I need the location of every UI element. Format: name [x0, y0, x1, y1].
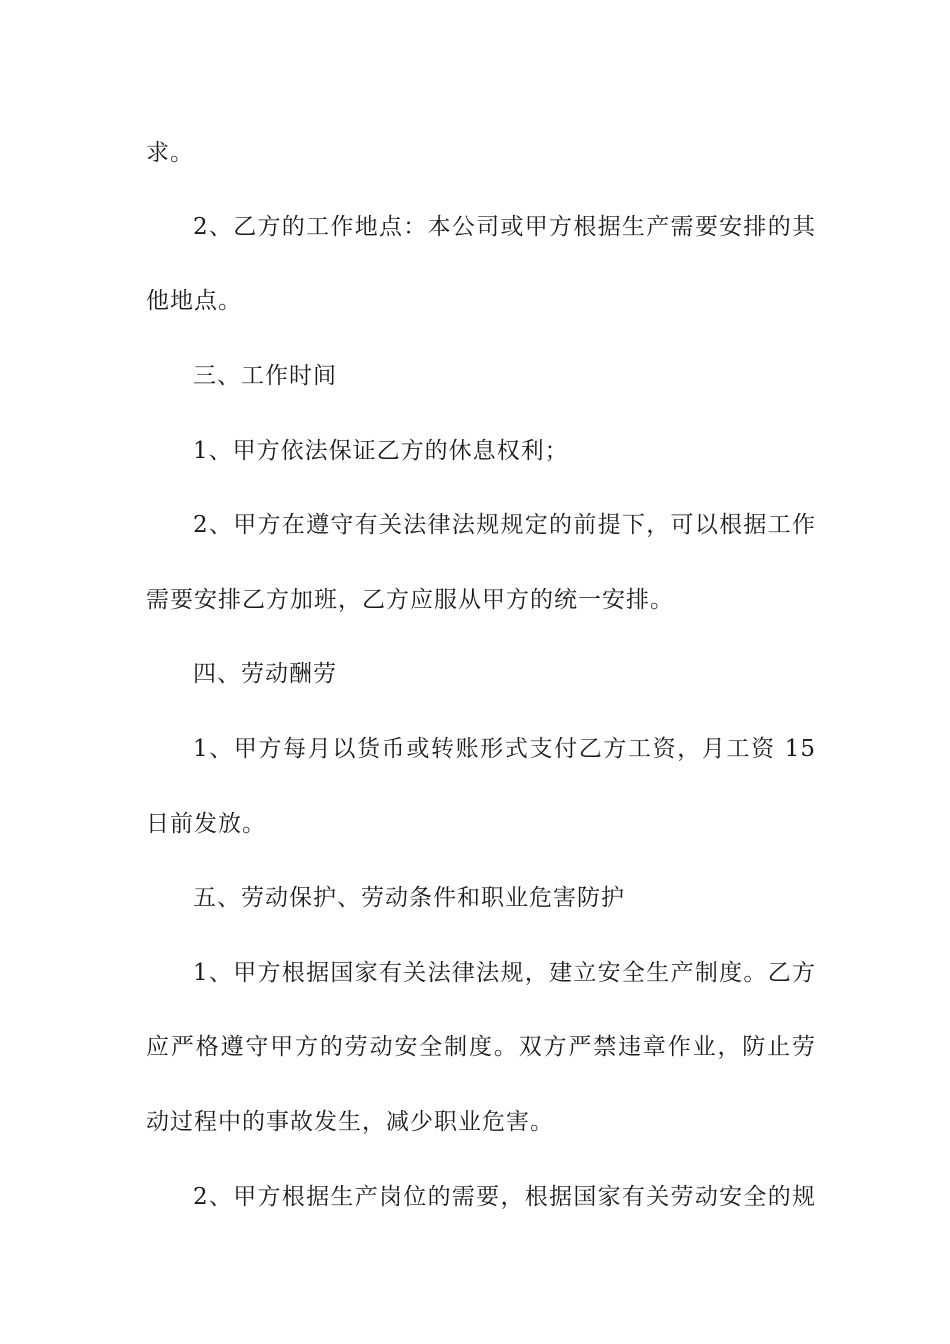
section-heading: 五、劳动保护、劳动条件和职业危害防护 [193, 885, 625, 911]
text-line: 2、甲方根据生产岗位的需要，根据国家有关劳动安全的规 [193, 1184, 816, 1210]
section-heading: 四、劳动酬劳 [193, 661, 337, 687]
text-line: 他地点。 [146, 288, 242, 314]
text-line: 2、乙方的工作地点：本公司或甲方根据生产需要安排的其 [193, 214, 816, 240]
section-heading: 三、工作时间 [193, 363, 337, 389]
text-line: 需要安排乙方加班，乙方应服从甲方的统一安排。 [146, 587, 674, 613]
text-line: 动过程中的事故发生，减少职业危害。 [146, 1109, 554, 1135]
text-line: 日前发放。 [146, 811, 266, 837]
text-line: 2、甲方在遵守有关法律法规规定的前提下，可以根据工作 [193, 512, 816, 538]
text-line: 求。 [146, 140, 194, 166]
text-line: 应严格遵守甲方的劳动安全制度。双方严禁违章作业，防止劳 [146, 1034, 816, 1060]
text-line: 1、甲方根据国家有关法律法规，建立安全生产制度。乙方 [193, 960, 816, 986]
text-line: 1、甲方依法保证乙方的休息权利； [193, 438, 569, 464]
text-line: 1、甲方每月以货币或转账形式支付乙方工资，月工资 15 [193, 736, 816, 762]
